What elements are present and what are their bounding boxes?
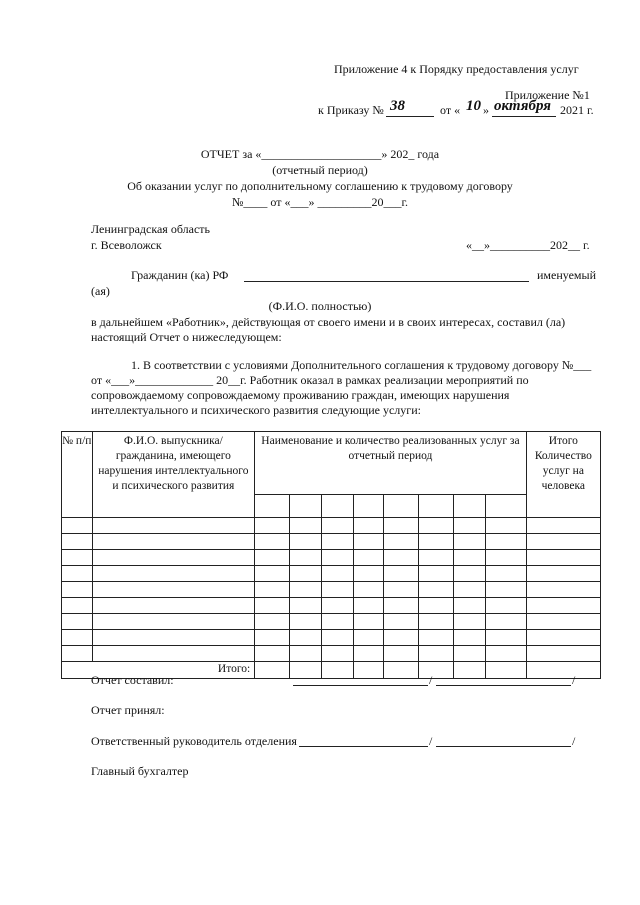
table-cell[interactable] — [62, 566, 93, 582]
table-cell[interactable] — [526, 566, 600, 582]
table-cell[interactable] — [485, 566, 526, 582]
service-subcol — [353, 495, 384, 518]
table-cell[interactable] — [322, 566, 354, 582]
table-cell[interactable] — [418, 534, 454, 550]
table-cell[interactable] — [485, 518, 526, 534]
table-cell[interactable] — [485, 534, 526, 550]
citizen-paragraph-line1: в дальнейшем «Работник», действующая от своего имени и в своих интересах, составил (ла) — [91, 315, 566, 329]
total-cell[interactable] — [289, 662, 322, 679]
report-date: «__»__________202__ г. — [466, 238, 590, 252]
order-mid: » — [483, 103, 489, 117]
table-cell[interactable] — [62, 630, 93, 646]
table-cell[interactable] — [62, 550, 93, 566]
table-cell[interactable] — [418, 550, 454, 566]
table-cell[interactable] — [454, 614, 486, 630]
table-cell[interactable] — [289, 646, 322, 662]
region: Ленинградская область — [91, 222, 210, 236]
table-cell[interactable] — [418, 614, 454, 630]
table-cell[interactable] — [322, 518, 354, 534]
table-cell[interactable] — [62, 598, 93, 614]
sig-compiled-name-line[interactable] — [436, 685, 571, 686]
order-from: от « — [440, 103, 461, 117]
table-cell[interactable] — [289, 614, 322, 630]
fio-caption: (Ф.И.О. полностью) — [268, 299, 372, 313]
total-cell[interactable] — [454, 662, 486, 679]
sig-head-name-line[interactable] — [436, 746, 571, 747]
table-row — [62, 646, 601, 662]
table-cell[interactable] — [454, 598, 486, 614]
table-cell[interactable] — [255, 614, 290, 630]
table-row — [62, 582, 601, 598]
sig-head-label: Ответственный руководитель отделения — [91, 734, 297, 748]
table-cell[interactable] — [485, 598, 526, 614]
table-cell[interactable] — [418, 598, 454, 614]
report-contract-ref: №____ от «___» _________20___г. — [231, 195, 409, 209]
sig-accountant-label: Главный бухгалтер — [91, 764, 189, 778]
table-cell[interactable] — [418, 646, 454, 662]
total-cell[interactable] — [485, 662, 526, 679]
table-cell[interactable] — [526, 646, 600, 662]
table-cell[interactable] — [353, 534, 384, 550]
table-cell[interactable] — [255, 582, 290, 598]
service-subcol — [289, 495, 322, 518]
table-row — [62, 566, 601, 582]
col-header-fio: Ф.И.О. выпускника/гражданина, имеющего нарушения интеллектуального и психического развития — [92, 432, 255, 518]
table-cell[interactable] — [255, 550, 290, 566]
order-year: 2021 г. — [560, 103, 594, 117]
table-cell[interactable] — [454, 566, 486, 582]
total-cell[interactable] — [255, 662, 290, 679]
table-cell[interactable] — [526, 582, 600, 598]
table-cell[interactable] — [322, 534, 354, 550]
table-cell[interactable] — [454, 630, 486, 646]
table-cell[interactable] — [353, 598, 384, 614]
table-cell[interactable] — [289, 598, 322, 614]
table-cell[interactable] — [289, 518, 322, 534]
report-title: ОТЧЕТ за «____________________» 202_ года — [200, 147, 440, 161]
table-cell[interactable] — [526, 518, 600, 534]
table-cell[interactable] — [92, 614, 255, 630]
table-cell[interactable] — [353, 566, 384, 582]
clause1-line3: сопровождаемому сопровождаемому проживанию граждан, имеющих нарушения — [91, 388, 510, 402]
table-cell[interactable] — [322, 598, 354, 614]
table-cell[interactable] — [92, 598, 255, 614]
table-cell[interactable] — [92, 518, 255, 534]
services-table — [61, 431, 601, 679]
table-cell[interactable] — [255, 598, 290, 614]
table-cell[interactable] — [289, 566, 322, 582]
table-cell[interactable] — [322, 582, 354, 598]
total-label: Итого: — [62, 662, 255, 679]
service-subcol — [418, 495, 454, 518]
table-body — [62, 518, 601, 662]
table-cell[interactable] — [289, 582, 322, 598]
table-cell[interactable] — [353, 582, 384, 598]
table-cell[interactable] — [485, 646, 526, 662]
sig-compiled-slash: / — [429, 673, 433, 687]
table-cell[interactable] — [485, 550, 526, 566]
table-row — [62, 518, 601, 534]
order-day: 10 — [466, 98, 481, 114]
table-cell[interactable] — [255, 566, 290, 582]
service-subcol — [485, 495, 526, 518]
table-cell[interactable] — [418, 518, 454, 534]
table-cell[interactable] — [289, 534, 322, 550]
sig-head-slash-end: / — [572, 734, 576, 748]
table-cell[interactable] — [418, 566, 454, 582]
sig-compiled-line[interactable] — [293, 685, 428, 686]
table-cell[interactable] — [62, 534, 93, 550]
table-cell[interactable] — [255, 518, 290, 534]
table-cell[interactable] — [384, 518, 419, 534]
table-cell[interactable] — [255, 646, 290, 662]
total-cell[interactable] — [418, 662, 454, 679]
table-cell[interactable] — [353, 518, 384, 534]
table-cell[interactable] — [384, 566, 419, 582]
table-cell[interactable] — [322, 550, 354, 566]
col-header-number: № п/п — [62, 432, 93, 518]
appendix-line2: Приложение №1 — [505, 88, 590, 102]
table-cell[interactable] — [92, 630, 255, 646]
sig-accepted-label: Отчет принял: — [91, 703, 165, 717]
table-cell[interactable] — [92, 550, 255, 566]
service-subcol — [322, 495, 354, 518]
service-subcol — [255, 495, 290, 518]
table-cell[interactable] — [92, 566, 255, 582]
table-cell[interactable] — [289, 550, 322, 566]
table-cell[interactable] — [384, 614, 419, 630]
sig-compiled-slash-end: / — [572, 673, 576, 687]
clause1-line1: 1. В соответствии с условиями Дополнительного соглашения к трудовому договору №___ — [131, 358, 592, 372]
citizen-name-field[interactable] — [244, 281, 529, 282]
citizen-named-cont: (ая) — [91, 284, 110, 298]
table-cell[interactable] — [62, 582, 93, 598]
total-cell[interactable] — [322, 662, 354, 679]
total-cell[interactable] — [353, 662, 384, 679]
table-cell[interactable] — [353, 550, 384, 566]
table-cell[interactable] — [454, 550, 486, 566]
appendix-line1: Приложение 4 к Порядку предоставления услуг — [334, 62, 579, 76]
table-row — [62, 598, 601, 614]
table-cell[interactable] — [353, 614, 384, 630]
table-cell[interactable] — [62, 614, 93, 630]
table-cell[interactable] — [526, 630, 600, 646]
table-cell[interactable] — [485, 582, 526, 598]
service-subcol — [454, 495, 486, 518]
table-cell[interactable] — [485, 630, 526, 646]
table-cell[interactable] — [384, 550, 419, 566]
order-month-underline — [492, 116, 556, 117]
report-subject: Об оказании услуг по дополнительному соглашению к трудовому договору — [127, 179, 513, 193]
table-cell[interactable] — [454, 582, 486, 598]
col-header-services: Наименование и количество реализованных услуг за отчетный период — [255, 432, 526, 495]
table-cell[interactable] — [384, 582, 419, 598]
sig-head-slash: / — [429, 734, 433, 748]
table-cell[interactable] — [384, 598, 419, 614]
table-cell[interactable] — [526, 614, 600, 630]
table-cell[interactable] — [384, 534, 419, 550]
table-cell[interactable] — [526, 534, 600, 550]
service-subcol — [384, 495, 419, 518]
table-cell[interactable] — [353, 646, 384, 662]
clause1-line2: от «___»_____________ 20__г. Работник оказал в рамках реализации мероприятий по — [91, 373, 529, 387]
table-cell[interactable] — [92, 534, 255, 550]
total-cell[interactable] — [384, 662, 419, 679]
table-cell[interactable] — [384, 646, 419, 662]
order-month: октября — [494, 98, 551, 114]
citizen-named: именуемый — [537, 268, 597, 282]
table-cell[interactable] — [353, 630, 384, 646]
table-cell[interactable] — [322, 614, 354, 630]
col-header-total: Итого Количество услуг на человека — [526, 432, 600, 518]
city: г. Всеволожск — [91, 238, 162, 252]
order-prefix: к Приказу № — [318, 103, 384, 117]
table-cell[interactable] — [526, 598, 600, 614]
citizen-label: Гражданин (ка) РФ — [131, 268, 229, 282]
table-row — [62, 614, 601, 630]
sig-compiled-label: Отчет составил: — [91, 673, 174, 687]
table-row — [62, 534, 601, 550]
total-cell[interactable] — [526, 662, 600, 679]
table-cell[interactable] — [92, 646, 255, 662]
table-cell[interactable] — [454, 646, 486, 662]
table-cell[interactable] — [485, 614, 526, 630]
table-cell[interactable] — [255, 630, 290, 646]
table-cell[interactable] — [418, 630, 454, 646]
table-cell[interactable] — [418, 582, 454, 598]
citizen-paragraph-line2: настоящий Отчет о нижеследующем: — [91, 330, 282, 344]
table-cell[interactable] — [92, 582, 255, 598]
sig-head-line[interactable] — [299, 746, 428, 747]
order-number: 38 — [390, 98, 405, 114]
table-cell[interactable] — [62, 646, 93, 662]
table-cell[interactable] — [454, 534, 486, 550]
table-cell[interactable] — [255, 534, 290, 550]
order-number-underline — [386, 116, 434, 117]
table-row — [62, 630, 601, 646]
table-cell[interactable] — [322, 630, 354, 646]
clause1-line4: интеллектуального и психического развития следующие услуги: — [91, 403, 421, 417]
table-cell[interactable] — [454, 518, 486, 534]
table-cell[interactable] — [289, 630, 322, 646]
table-cell[interactable] — [384, 630, 419, 646]
report-period-caption: (отчетный период) — [272, 163, 368, 177]
table-cell[interactable] — [526, 550, 600, 566]
table-cell[interactable] — [322, 646, 354, 662]
table-row — [62, 550, 601, 566]
table-cell[interactable] — [62, 518, 93, 534]
